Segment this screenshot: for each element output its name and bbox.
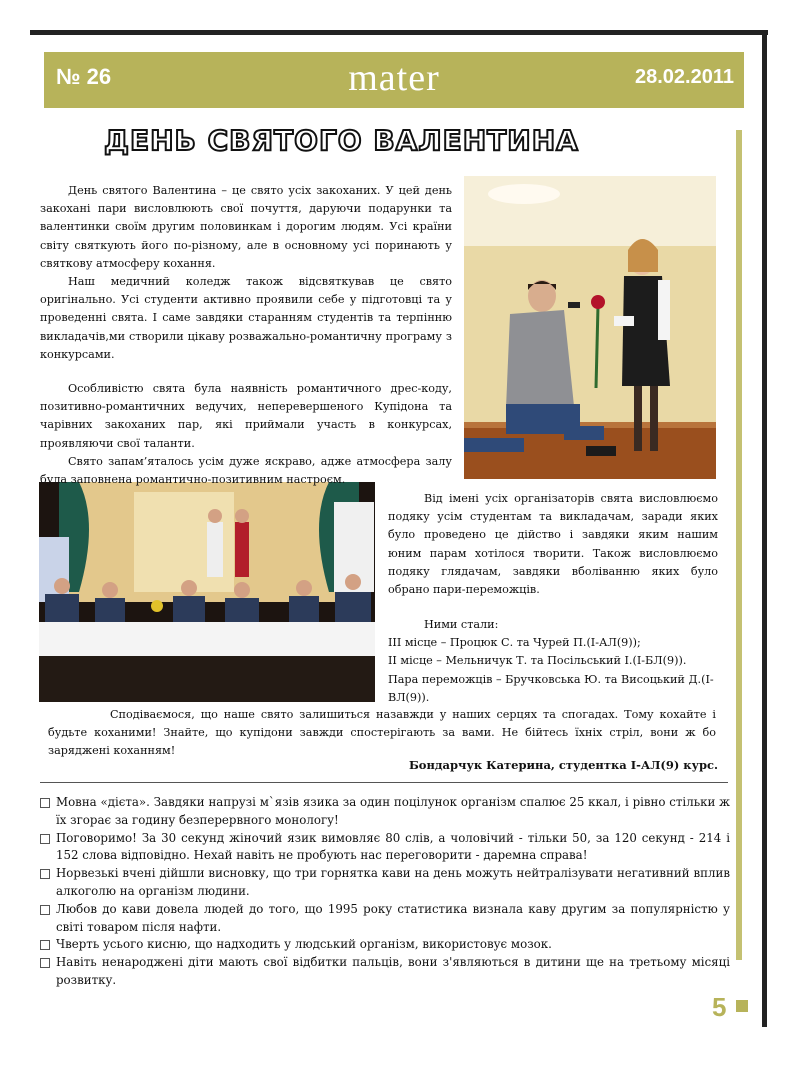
section-divider xyxy=(40,782,728,783)
right-frame-line xyxy=(762,30,767,1027)
article-paragraph: Наш медичний коледж також відсвяткував це свято оригінально. Усі студенти активно проявили себе у підготовці та у проведенні свята. І саме завдяки старанням студентів та терпінню викладачів,ми створили цікаву розважально-романтичну програму з конкурсами. xyxy=(40,275,452,361)
closing-paragraph: Сподіваємося, що наше свято залишиться назавжди у наших серцях та спогадах. Тому кохайте і будьте коханими! Знайте, що купідони завжди спостерігають за вами. Не бійтесь їхніх стріл, вони ж бо заряджені коханням! xyxy=(48,708,716,758)
fact-item: Навіть ненароджені діти мають свої відбитки пальців, вони з'являються в дитини ще на третьому місяці розвитку. xyxy=(38,954,730,990)
masthead xyxy=(44,52,744,108)
bullet-box-icon xyxy=(40,958,50,968)
photo-couple-rose xyxy=(464,176,716,479)
fact-item: Норвезькі вчені дійшли висновку, що три горнятка кави на день можуть нейтралізувати негативний вплив алкоголю на організм людини. xyxy=(38,865,730,901)
fact-item: Любов до кави довела людей до того, що 1995 року статистика визнала каву другим за популярністю у світі товаром після нафти. xyxy=(38,901,730,937)
thanks-paragraph: Від імені усіх організаторів свята висловлюємо подяку усім студентам та викладачам, заради яких було проведено це дійство і завдяки яким нашим юним парам хотілося творити. Також висловлюємо подяку глядачам, завдяки вболіванню яких було обрано пари-переможців. xyxy=(388,492,718,597)
winner-item: ІІ місце – Мельничук Т. та Посільський І.(І-БЛ(9)). xyxy=(388,654,687,668)
article-author: Бондарчук Катерина, студентка І-АЛ(9) курс. xyxy=(408,758,718,772)
winners-list xyxy=(388,616,718,707)
article-paragraph: Свято запам’яталось усім дуже яскраво, адже атмосфера залу була заповнена романтично-позитивним настроєм. xyxy=(40,454,452,487)
article-body xyxy=(40,182,452,489)
winner-item: Пара переможців – Бручковська Ю. та Висоцький Д.(І-ВЛ(9)). xyxy=(388,672,714,704)
side-accent-bar xyxy=(736,130,742,960)
newspaper-title: mater xyxy=(348,57,440,99)
issue-date: 28.02.2011 xyxy=(635,66,734,88)
winners-lead: Ними стали: xyxy=(424,618,499,631)
bullet-box-icon xyxy=(40,905,50,915)
top-frame-line xyxy=(30,30,768,35)
bullet-box-icon xyxy=(40,869,50,879)
fact-item: Мовна «дієта». Завдяки напрузі м`язів язика за один поцілунок організм спалює 25 ккал, і рівно стільки ж їх згорає за годину безперервного монологу! xyxy=(38,794,730,830)
photo-event-hall xyxy=(39,482,375,702)
bullet-box-icon xyxy=(40,834,50,844)
fact-item: Поговоримо! За 30 секунд жіночий язик вимовляє 80 слів, а чоловічий - тільки 50, за 120 секунд - 214 і 152 слова відповідно. Нехай навіть не пробують нас переговорити - даремна справа! xyxy=(38,830,730,866)
thanks-block xyxy=(388,490,718,599)
bullet-box-icon xyxy=(40,940,50,950)
bullet-box-icon xyxy=(40,798,50,808)
page-number: 5 xyxy=(712,992,727,1022)
page-number-square-icon xyxy=(736,1000,748,1012)
article-paragraph: День святого Валентина – це свято усіх закоханих. У цей день закохані пари висловлюють свої почуття, даруючи подарунки та валентинки своїм другим половинкам і дорогим людям. Усі країни світу святкують його по-різному, але в основному усі поринають у святкову атмосферу кохання. xyxy=(40,184,452,270)
issue-number: № 26 xyxy=(56,64,112,89)
fact-item: Чверть усього кисню, що надходить у людський організм, використовує мозок. xyxy=(38,936,730,954)
facts-list xyxy=(38,794,730,990)
article-paragraph: Особливістю свята була наявність романтичного дрес-коду, позитивно-романтичних ведучих, неперевершеного Купідона та чарівних закоханих пар, які приймали участь в конкурсах, проявляючи свої таланти. xyxy=(40,382,452,450)
article-headline: ДЕНЬ СВЯТОГО ВАЛЕНТИНА xyxy=(104,124,579,157)
winner-item: ІІІ місце – Процюк С. та Чурей П.(І-АЛ(9)); xyxy=(388,636,641,650)
